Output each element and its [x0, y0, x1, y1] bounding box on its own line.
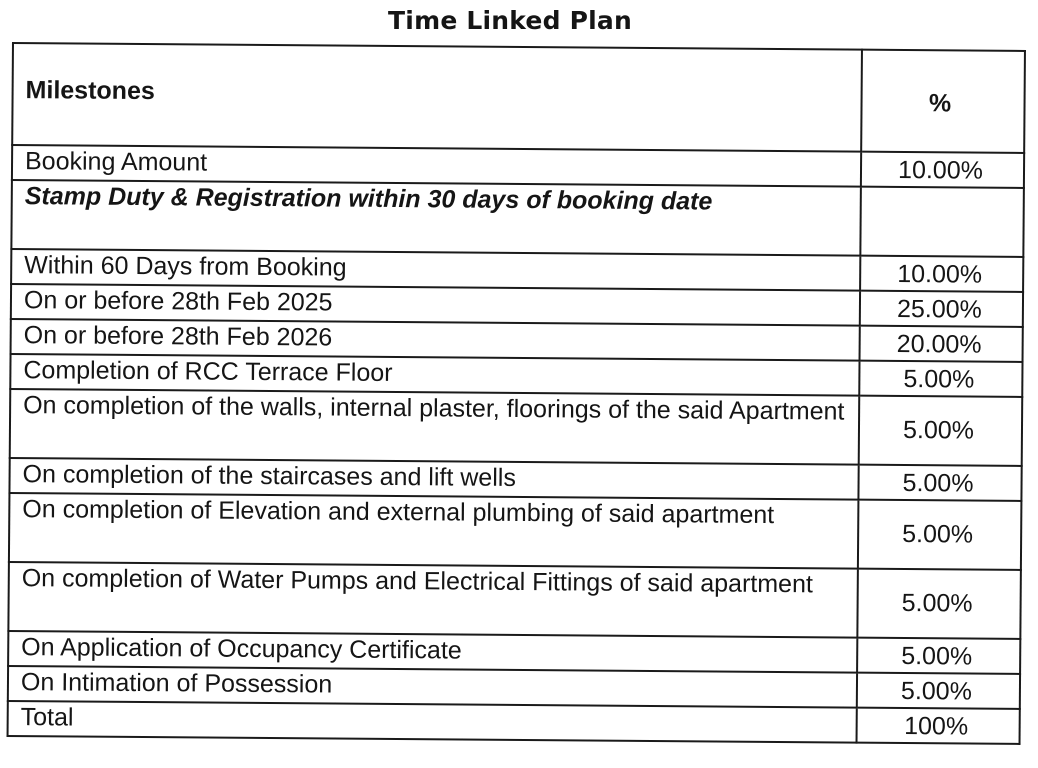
milestone-cell: Completion of RCC Terrace Floor [10, 354, 859, 396]
milestone-cell: Booking Amount [12, 145, 861, 187]
page-title: Time Linked Plan [388, 6, 632, 35]
total-percent-cell: 100% [857, 708, 1020, 744]
table-row [8, 562, 1021, 639]
percent-cell: 5.00% [858, 500, 1022, 570]
milestone-cell: On completion of the walls, internal plaster, floorings of the said Apartment [10, 389, 860, 465]
total-label-cell: Total [8, 701, 857, 743]
total-row [8, 701, 1020, 744]
milestone-cell: On completion of the staircases and lift wells [9, 458, 858, 500]
table-row [10, 389, 1023, 466]
table-header-row [12, 43, 1025, 153]
percent-cell: 5.00% [859, 396, 1023, 466]
percent-cell: 5.00% [858, 465, 1021, 501]
percent-cell: 25.00% [860, 291, 1023, 327]
percent-cell [860, 187, 1024, 257]
milestone-cell: On or before 28th Feb 2025 [11, 284, 860, 326]
payment-plan-table [7, 42, 1026, 745]
milestone-cell: On Application of Occupancy Certificate [8, 631, 857, 673]
percent-cell: 10.00% [861, 152, 1024, 188]
milestone-cell: Stamp Duty & Registration within 30 days of booking date [11, 180, 861, 256]
percent-cell: 20.00% [860, 326, 1023, 362]
percent-column-header: % [861, 50, 1025, 153]
table-row [9, 493, 1022, 570]
milestone-cell: On completion of Water Pumps and Electrical Fittings of said apartment [8, 562, 858, 638]
percent-cell: 5.00% [857, 638, 1020, 674]
percent-cell: 5.00% [859, 361, 1022, 397]
milestone-cell: On Intimation of Possession [8, 666, 857, 708]
percent-cell: 5.00% [857, 673, 1020, 709]
milestone-cell: Within 60 Days from Booking [11, 249, 860, 291]
milestones-column-header: Milestones [12, 43, 862, 152]
percent-cell: 10.00% [860, 256, 1023, 292]
milestone-cell: On completion of Elevation and external plumbing of said apartment [9, 493, 859, 569]
milestone-cell: On or before 28th Feb 2026 [11, 319, 860, 361]
percent-cell: 5.00% [857, 569, 1021, 639]
table-row [11, 180, 1024, 257]
